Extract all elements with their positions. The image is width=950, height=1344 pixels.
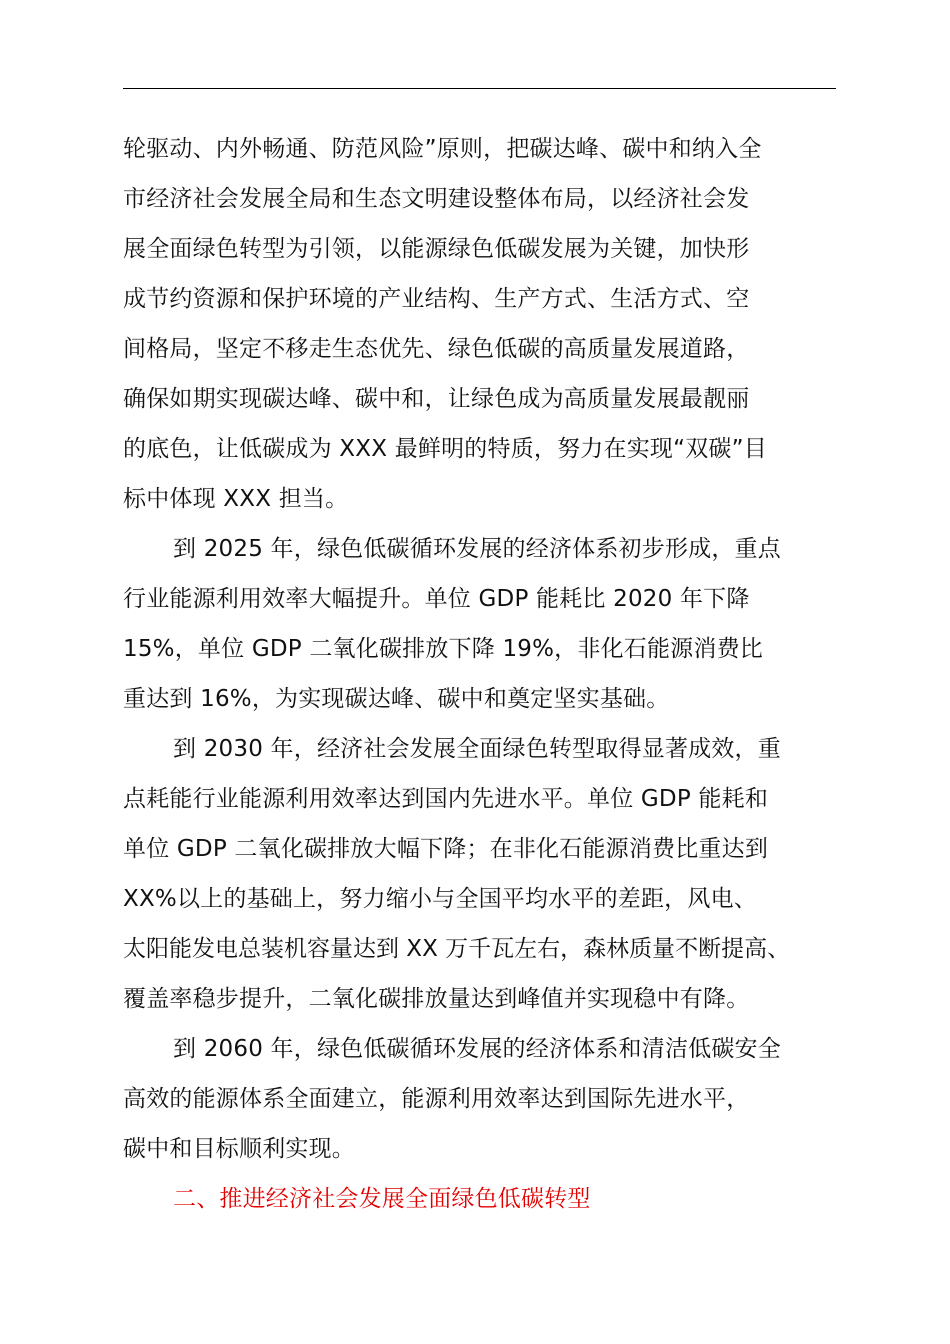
text-line: 覆盖率稳步提升，二氧化碳排放量达到峰值并实现稳中有降。 bbox=[123, 986, 750, 1012]
text-line: 标中体现 XXX 担当。 bbox=[123, 486, 349, 512]
text-line: 重达到 16%，为实现碳达峰、碳中和奠定坚实基础。 bbox=[123, 686, 670, 712]
text-line: 单位 GDP 二氧化碳排放大幅下降；在非化石能源消费比重达到 bbox=[123, 836, 769, 862]
text-line: 到 2030 年，经济社会发展全面绿色转型取得显著成效，重 bbox=[173, 736, 781, 762]
text-line: 行业能源利用效率大幅提升。单位 GDP 能耗比 2020 年下降 bbox=[123, 586, 750, 612]
text-line: 太阳能发电总装机容量达到 XX 万千瓦左右，森林质量不断提高、 bbox=[123, 936, 791, 962]
section-heading: 二、推进经济社会发展全面绿色低碳转型 bbox=[173, 1186, 591, 1212]
text-line: 到 2060 年，绿色低碳循环发展的经济体系和清洁低碳安全 bbox=[173, 1036, 781, 1062]
text-line: 市经济社会发展全局和生态文明建设整体布局，以经济社会发 bbox=[123, 186, 750, 212]
text-line: 点耗能行业能源利用效率达到国内先进水平。单位 GDP 能耗和 bbox=[123, 786, 769, 812]
text-line: XX%以上的基础上，努力缩小与全国平均水平的差距，风电、 bbox=[123, 886, 757, 912]
text-line: 展全面绿色转型为引领，以能源绿色低碳发展为关键，加快形 bbox=[123, 236, 750, 262]
text-line: 15%，单位 GDP 二氧化碳排放下降 19%，非化石能源消费比 bbox=[123, 636, 763, 662]
text-line: 到 2025 年，绿色低碳循环发展的经济体系初步形成，重点 bbox=[173, 536, 781, 562]
header-rule bbox=[123, 88, 836, 89]
text-line: 高效的能源体系全面建立，能源利用效率达到国际先进水平， bbox=[123, 1086, 750, 1112]
text-line: 碳中和目标顺利实现。 bbox=[123, 1136, 355, 1162]
text-line: 确保如期实现碳达峰、碳中和，让绿色成为高质量发展最靓丽 bbox=[123, 386, 750, 412]
text-line: 轮驱动、内外畅通、防范风险”原则，把碳达峰、碳中和纳入全 bbox=[123, 136, 762, 162]
text-line: 的底色，让低碳成为 XXX 最鲜明的特质，努力在实现“双碳”目 bbox=[123, 436, 767, 462]
text-line: 间格局，坚定不移走生态优先、绿色低碳的高质量发展道路， bbox=[123, 336, 750, 362]
text-line: 成节约资源和保护环境的产业结构、生产方式、生活方式、空 bbox=[123, 286, 750, 312]
